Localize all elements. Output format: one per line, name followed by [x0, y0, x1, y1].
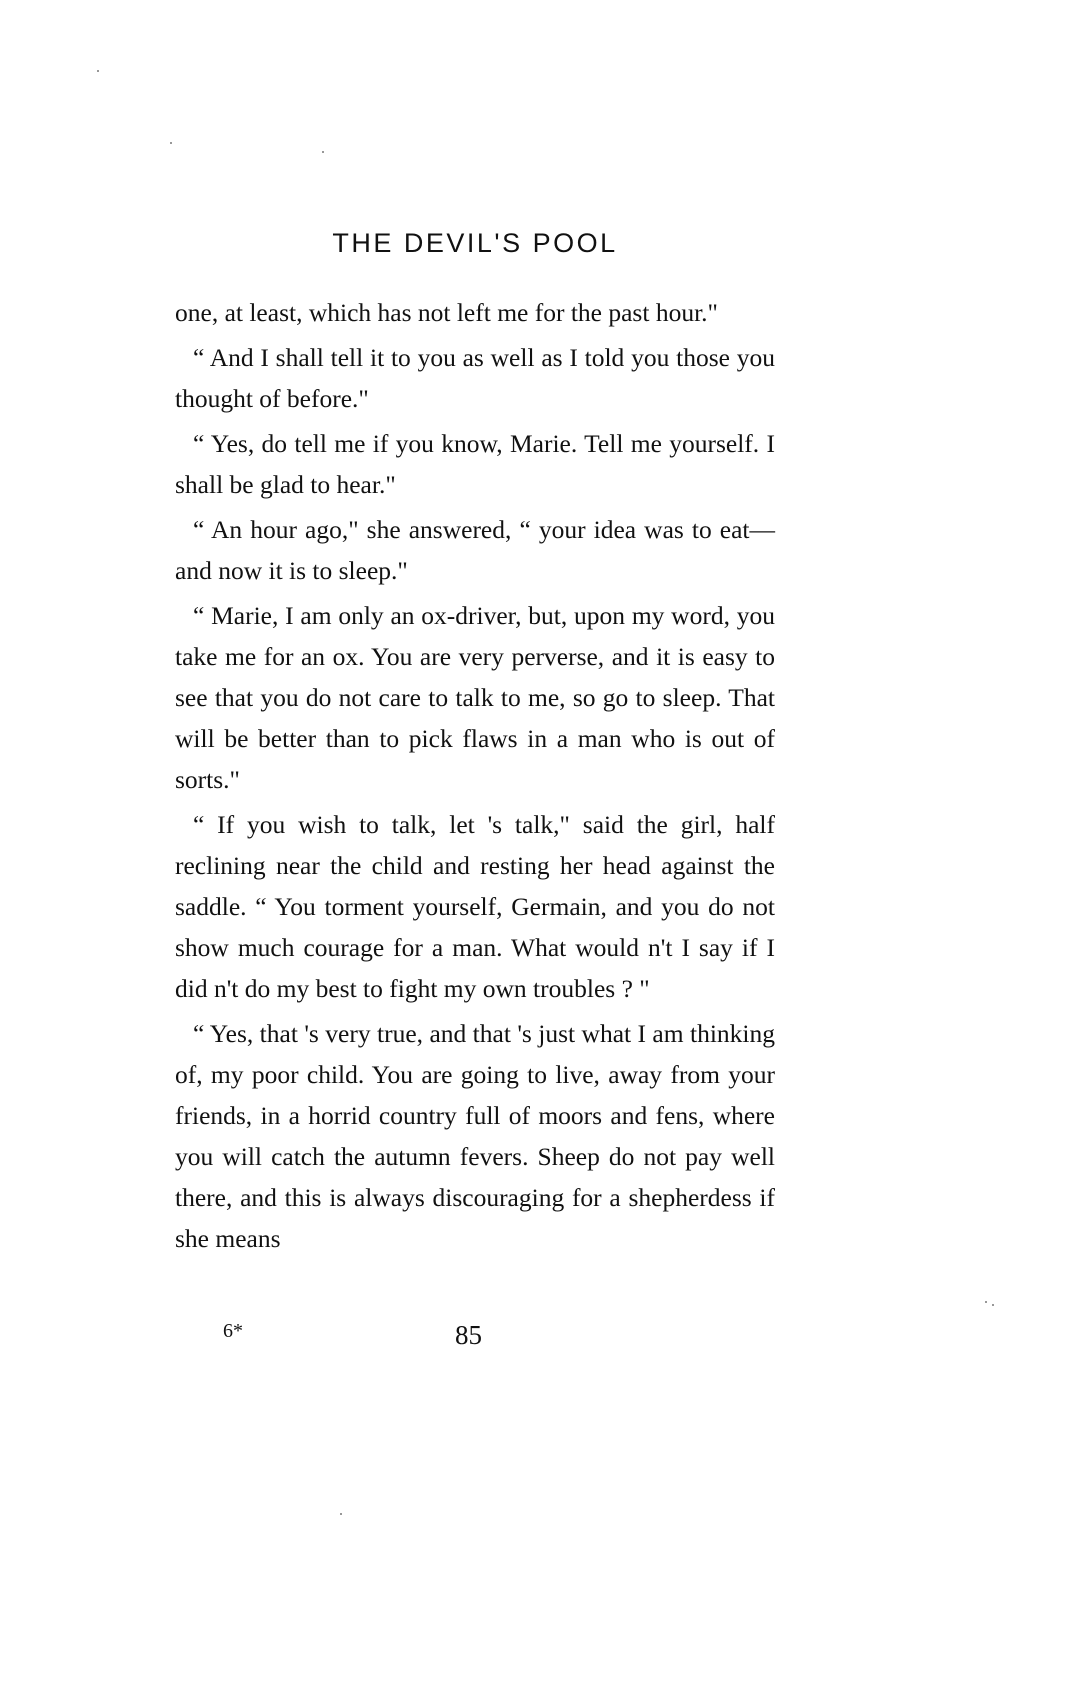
- paragraph: “ Yes, do tell me if you know, Marie. Tell me yourself. I shall be glad to hear.": [175, 429, 775, 499]
- scan-speck: [322, 151, 324, 153]
- page-number: 85: [455, 1320, 482, 1350]
- paragraph: one, at least, which has not left me for the past hour.": [175, 298, 718, 327]
- scan-speck: [985, 1301, 987, 1303]
- scan-speck: [97, 70, 99, 72]
- body-text: [175, 292, 775, 1263]
- running-title: THE DEVIL'S POOL: [332, 228, 618, 258]
- paragraph: “ An hour ago," she answered, “ your idea was to eat—and now it is to sleep.": [175, 515, 775, 585]
- paragraph: “ Yes, that 's very true, and that 's just what I am thinking of, my poor child. You are going to live, away from your friends, in a horrid country full of moors and fens, where you will catch the autumn fevers. Sheep do not pay well there, and this is always discouraging for a shepherdess if she means: [175, 1019, 775, 1253]
- scan-speck: [170, 142, 172, 144]
- paragraph: “ Marie, I am only an ox-driver, but, upon my word, you take me for an ox. You are very perverse, and it is easy to see that you do not care to talk to me, so go to sleep. That will be better than to pick flaws in a man who is out of sorts.": [175, 601, 775, 794]
- scan-speck: [340, 1513, 342, 1515]
- signature-mark: 6*: [223, 1320, 243, 1342]
- page-footer: [175, 1320, 775, 1356]
- paragraph: “ And I shall tell it to you as well as I told you those you thought of before.": [175, 343, 775, 413]
- paragraph: “ If you wish to talk, let 's talk," said the girl, half reclining near the child and resting her head against the saddle. “ You torment yourself, Germain, and you do not show much courage for a man. What would n't I say if I did n't do my best to fight my own troubles ? ": [175, 810, 775, 1003]
- scan-speck: [992, 1304, 994, 1306]
